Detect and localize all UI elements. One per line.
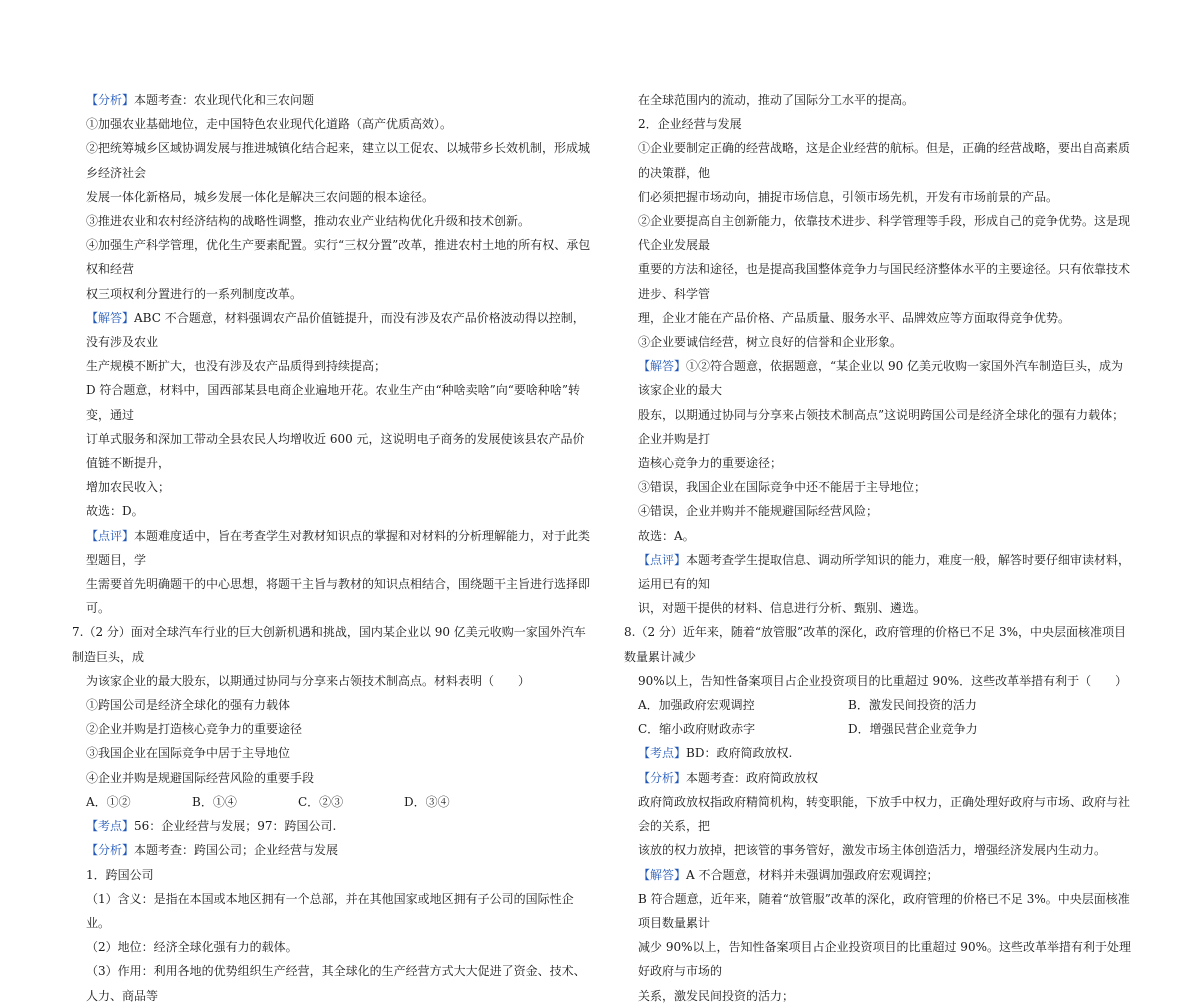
q8-options-row-1 (624, 693, 1132, 717)
q7-option-b[interactable]: B．①④ (192, 794, 237, 809)
q8-analysis-line-1: 政府简政放权指政府精简机构，转变职能，下放手中权力，正确处理好政府与市场、政府与社会的关系，把 (638, 794, 1131, 834)
q7-h2-item-3: ③企业要诚信经营，树立良好的信誉和企业形象。 (638, 335, 903, 350)
q7-heading-1: 1．跨国公司 (86, 867, 154, 882)
q7-choice: 故选：A。 (638, 528, 695, 543)
point-tag: 【考点】 (638, 746, 687, 761)
q7-statement-4: ④企业并购是规避国际经营风险的重要手段 (86, 770, 315, 785)
q6-analysis-heading: 【分析】本题考查：农业现代化和三农问题 (86, 93, 315, 107)
q7-statement-1: ①跨国公司是经济全球化的强有力载体 (86, 698, 291, 713)
q7-h1-item-2: （2）地位：经济全球化强有力的载体。 (86, 940, 298, 955)
q7-h1-item-3-cont: 在全球范围内的流动，推动了国际分工水平的提高。 (638, 93, 915, 107)
q6-analysis-point-1: ①加强农业基础地位，走中国特色农业现代化道路（高产优质高效）。 (86, 117, 453, 132)
q7-statement-3: ③我国企业在国际竞争中居于主导地位 (86, 746, 291, 761)
q8-answer-line-4: 关系，激发民间投资的活力； (638, 988, 795, 1003)
q7-h2-item-2b: 重要的方法和途径，也是提高我国整体竞争力与国民经济整体水平的主要途径。只有依靠技术进步、科学管 (638, 262, 1131, 301)
q7-h2-item-1b: 们必须把握市场动向，捕捉市场信息，引领市场先机，开发有市场前景的产品。 (638, 189, 1059, 204)
q7-option-c[interactable]: C．②③ (298, 794, 344, 809)
q8-stem-line-1: 8.（2 分）近年来，随着“放管服”改革的深化，政府管理的价格已不足 3%，中央层面核准项目数量累计减少 (624, 625, 1127, 664)
q7-review-line-2: 识，对题干提供的材料、信息进行分析、甄别、遴选。 (638, 601, 927, 616)
q7-h2-item-2a: ②企业要提高自主创新能力，依靠技术进步、科学管理等手段，形成自己的竞争优势。这是现代企业发展最 (638, 214, 1131, 253)
q7-options (72, 790, 596, 814)
q7-review-line-1: 【点评】本题考查学生提取信息、调动所学知识的能力，难度一般，解答时要仔细审读材料，运用已有的知 (638, 552, 1131, 592)
review-tag: 【点评】 (86, 528, 135, 543)
q8-option-d[interactable]: D．增强民营企业竞争力 (848, 722, 978, 737)
answer-tag: 【解答】 (86, 310, 135, 325)
q6-answer-line-1: 【解答】ABC 不合题意，材料强调农产品价值链提升，而没有涉及农产品价格波动得以控制，没有涉及农业 (86, 310, 585, 350)
q6-choice: 故选：D。 (86, 504, 144, 519)
q8-analysis-line-2: 该放的权力放掉，把该管的事务管好，激发市场主体创造活力，增强经济发展内生动力。 (638, 843, 1107, 858)
q7-h2-item-2c: 理，企业才能在产品价格、产品质量、服务水平、品牌效应等方面取得竞争优势。 (638, 310, 1071, 325)
q7-answer-line-5: ④错误，企业并购并不能规避国际经营风险； (638, 504, 879, 519)
q8-analysis-heading: 【分析】本题考查：政府简政放权 (638, 770, 819, 785)
q7-analysis-heading: 【分析】本题考查：跨国公司；企业经营与发展 (86, 843, 339, 858)
q7-option-d[interactable]: D．③④ (404, 794, 450, 809)
q8-options-row-2 (624, 717, 1132, 741)
point-tag: 【考点】 (86, 819, 135, 834)
q6-review-line-2: 生需要首先明确题干的中心思想，将题干主旨与教材的知识点相结合，围绕题干主旨进行选择即可。 (86, 577, 591, 616)
q7-answer-line-4: ③错误，我国企业在国际竞争中还不能居于主导地位； (638, 480, 927, 495)
q7-statement-2: ②企业并购是打造核心竞争力的重要途径 (86, 722, 303, 737)
q6-analysis-point-2b: 发展一体化新格局，城乡发展一体化是解决三农问题的根本途径。 (86, 189, 435, 204)
q7-h2-item-1a: ①企业要制定正确的经营战略，这是企业经营的航标。但是，正确的经营战略，要出自高素质的决策群，他 (638, 141, 1131, 180)
q7-heading-2: 2．企业经营与发展 (638, 117, 742, 132)
q7-point: 【考点】56：企业经营与发展；97：跨国公司. (86, 819, 337, 834)
q6-answer-line-4: 订单式服务和深加工带动全县农民人均增收近 600 元，这说明电子商务的发展使该县农产品价值链不断提升， (86, 431, 585, 471)
q8-answer-line-1: 【解答】A 不合题意，材料并未强调加强政府宏观调控； (638, 867, 939, 882)
q6-analysis-point-4b: 权三项权利分置进行的一系列制度改革。 (86, 286, 303, 301)
analysis-tag: 【分析】 (86, 93, 135, 107)
q8-answer-line-2: B 符合题意，近年来，随着“放管服”改革的深化，政府管理的价格已不足 3%。中央层面核准项目数量累计 (638, 891, 1130, 930)
q8-answer-line-3: 减少 90%以上，告知性备案项目占企业投资项目的比重超过 90%。这些改革举措有利于处理好政府与市场的 (638, 940, 1131, 979)
right-column (624, 88, 1132, 1008)
q7-option-a[interactable]: A．①② (86, 794, 131, 809)
left-column (72, 88, 596, 1008)
q7-h1-item-3: （3）作用：利用各地的优势组织生产经营，其全球化的生产经营方式大大促进了资金、技术、人力、商品等 (86, 964, 586, 1003)
analysis-tag: 【分析】 (86, 843, 135, 858)
q8-option-a[interactable]: A．加强政府宏观调控 (638, 698, 755, 713)
q6-analysis-point-3: ③推进农业和农村经济结构的战略性调整，推动农业产业结构优化升级和技术创新。 (86, 214, 531, 229)
q6-analysis-point-4a: ④加强生产科学管理，优化生产要素配置。实行“三权分置”改革，推进农村土地的所有权、承包权和经营 (86, 238, 591, 277)
q6-analysis-point-2a: ②把统筹城乡区域协调发展与推进城镇化结合起来，建立以工促农、以城带乡长效机制，形成城乡经济社会 (86, 141, 591, 180)
q7-stem-line-2: 为该家企业的最大股东，以期通过协同与分享来占领技术制高点。材料表明（ ） (86, 673, 531, 688)
q7-stem-line-1: 7.（2 分）面对全球汽车行业的巨大创新机遇和挑战，国内某企业以 90 亿美元收购一家国外汽车制造巨头，成 (72, 625, 586, 664)
q7-answer-line-3: 造核心竞争力的重要途径； (638, 456, 783, 471)
q8-stem-line-2: 90%以上，告知性备案项目占企业投资项目的比重超过 90%．这些改革举措有利于（ ） (638, 673, 1128, 688)
q6-review-line-1: 【点评】本题难度适中，旨在考查学生对教材知识点的掌握和对材料的分析理解能力，对于此类型题目，学 (86, 528, 591, 567)
answer-tag: 【解答】 (638, 867, 687, 882)
q6-answer-line-3: D 符合题意，材料中，国西部某县电商企业遍地开花。农业生产由“种啥卖啥”向“要啥种啥”转变，通过 (86, 383, 580, 422)
q8-option-c[interactable]: C．缩小政府财政赤字 (638, 722, 756, 737)
review-tag: 【点评】 (638, 552, 687, 567)
q8-point: 【考点】BD：政府简政放权. (638, 746, 793, 761)
analysis-tag: 【分析】 (638, 770, 687, 785)
q6-answer-line-5: 增加农民收入； (86, 480, 171, 495)
answer-tag: 【解答】 (638, 359, 687, 374)
q8-option-b[interactable]: B．激发民间投资的活力 (848, 698, 977, 713)
q6-answer-line-2: 生产规模不断扩大，也没有涉及农产品质得到持续提高； (86, 359, 387, 374)
q7-answer-line-1: 【解答】①②符合题意，依据题意，“某企业以 90 亿美元收购一家国外汽车制造巨头，成为该家企业的最大 (638, 359, 1124, 398)
q7-h1-item-1: （1）含义：是指在本国或本地区拥有一个总部，并在其他国家或地区拥有子公司的国际性企业。 (86, 891, 574, 930)
q7-answer-line-2: 股东，以期通过协同与分享来占领技术制高点”这说明跨国公司是经济全球化的强有力载体；企业并购是打 (638, 407, 1125, 446)
